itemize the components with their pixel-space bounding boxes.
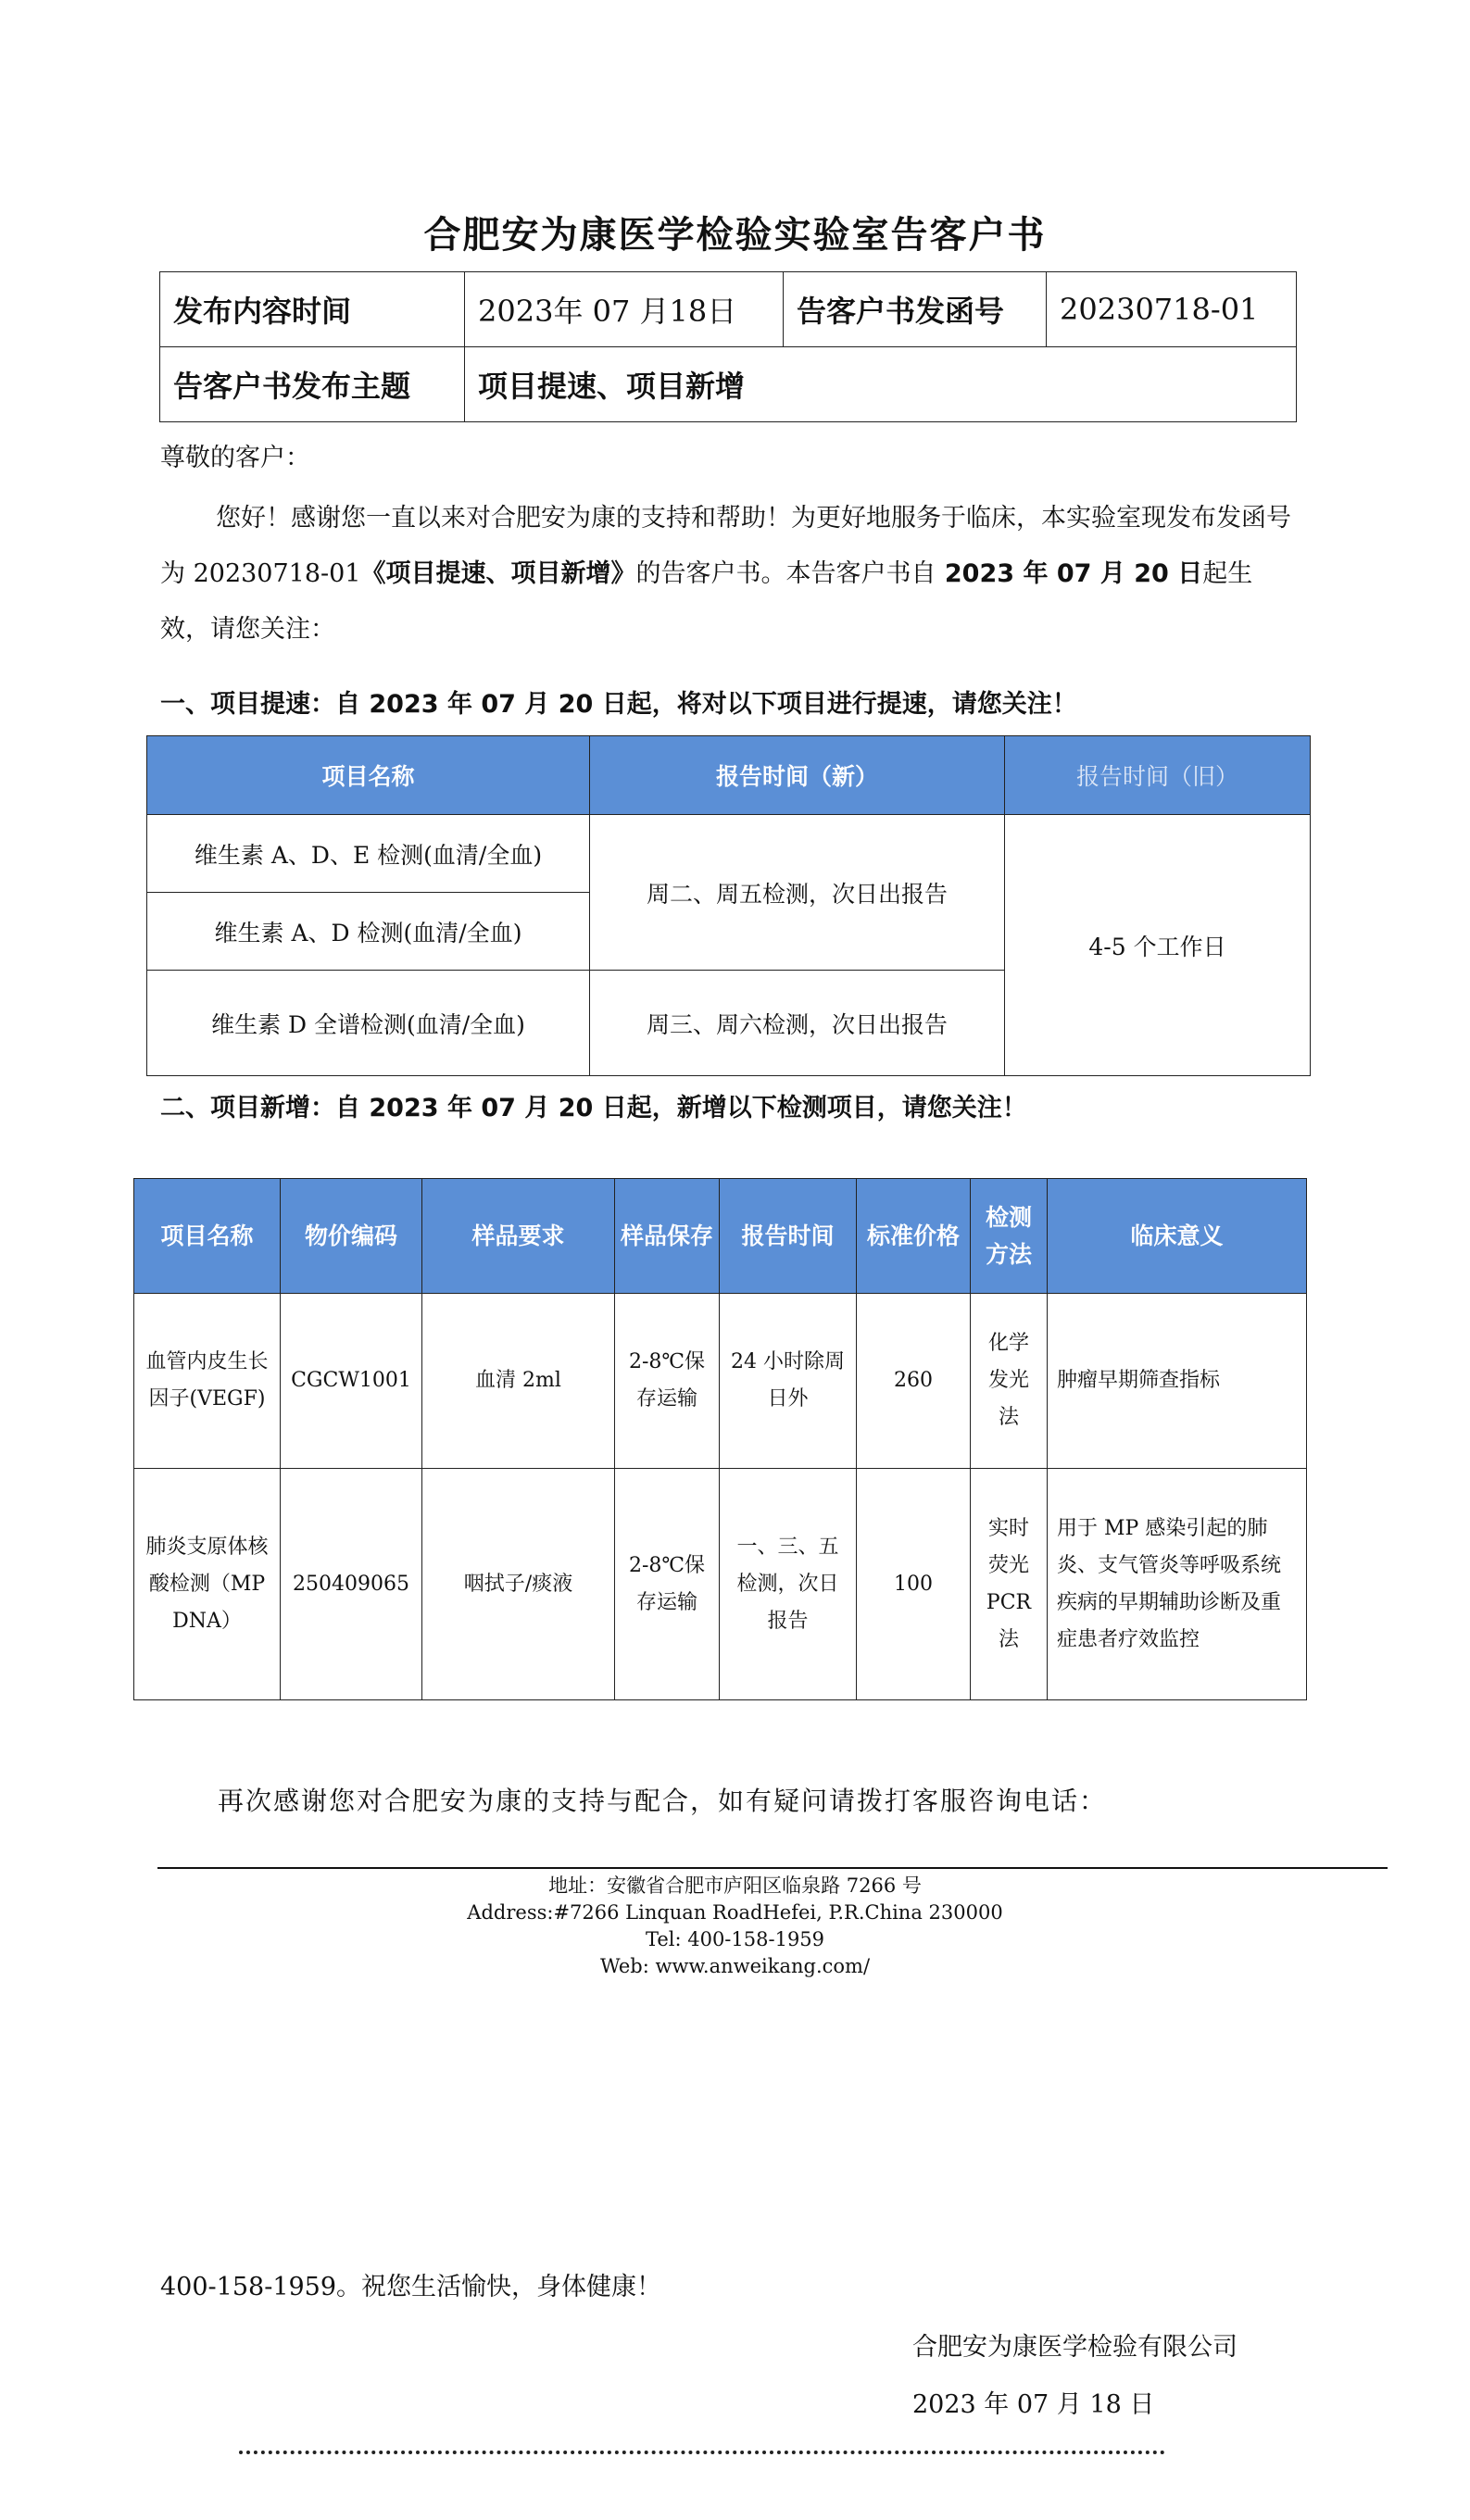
sample-requirement: 咽拭子/痰液 [422,1469,615,1700]
intro-part3: 起生效，请您关注： [160,559,1253,644]
footer-address-en: Address:#7266 Linquan RoadHefei, P.R.China 230000 [467,1901,1003,1924]
test-method: 实时荧光PCR 法 [971,1469,1048,1700]
footer-divider [157,1867,1388,1869]
letter-no-label: 告客户书发函号 [784,272,1047,347]
item-name: 维生素 A、D 检测(血清/全血) [147,893,590,971]
header-info-table [159,271,1297,422]
signature-date: 2023 年 07 月 18 日 [912,2390,1155,2419]
col-item-name: 项目名称 [134,1179,281,1294]
clinical-significance: 用于 MP 感染引起的肺炎、支气管炎等呼吸系统疾病的早期辅助诊断及重症患者疗效监控 [1048,1469,1307,1700]
sample-storage: 2-8℃保存运输 [615,1469,720,1700]
col-price-code: 物价编码 [281,1179,422,1294]
price-code: CGCW1001 [281,1294,422,1469]
sample-requirement: 血清 2ml [422,1294,615,1469]
test-method: 化学发光法 [971,1294,1048,1469]
dotted-separator [239,2451,1165,2454]
speedup-table [146,735,1311,1076]
col-price: 标准价格 [857,1179,971,1294]
footer-tel: Tel: 400-158-1959 [645,1928,825,1950]
item-name: 维生素 D 全谱检测(血清/全血) [147,971,590,1076]
col-method: 检测方法 [971,1179,1048,1294]
table-row [134,1294,1307,1469]
item-name: 血管内皮生长因子(VEGF) [134,1294,281,1469]
standard-price: 100 [857,1469,971,1700]
closing-thanks: 再次感谢您对合肥安为康的支持与配合，如有疑问请拨打客服咨询电话： [218,1786,1108,1816]
col-new-time: 报告时间（新） [590,736,1005,815]
document-title: 合肥安为康医学检验实验室告客户书 [423,214,1047,257]
footer-address-cn: 地址：安徽省合肥市庐阳区临泉路 7266 号 [548,1874,922,1897]
intro-date: 2023 年 07 月 20 日 [936,559,1203,588]
new-report-time: 周二、周五检测，次日出报告 [590,815,1005,971]
col-old-time: 报告时间（旧） [1005,736,1311,815]
report-time: 一、三、五检测，次日报告 [720,1469,857,1700]
clinical-significance: 肿瘤早期筛查指标 [1048,1294,1307,1469]
intro-highlight: 《项目提速、项目新增》 [360,559,636,588]
page-footer [0,1873,1470,1980]
price-code: 250409065 [281,1469,422,1700]
company-signature: 合肥安为康医学检验有限公司 [912,2333,1238,2362]
letter-no-value: 20230718-01 [1047,272,1297,347]
item-name: 维生素 A、D、E 检测(血清/全血) [147,815,590,893]
intro-part1: 您好！感谢您一直以来对合肥安为康的支持和帮助！为更好地服务于临床，本实验室现发布发函号为 20230718-01 [160,504,1291,588]
standard-price: 260 [857,1294,971,1469]
table-row [147,815,1311,893]
footer-web: Web: www.anweikang.com/ [599,1955,871,1977]
closing-phone-line: 400-158-1959。祝您生活愉快，身体健康！ [160,2273,662,2301]
col-sample: 样品要求 [422,1179,615,1294]
new-items-table [133,1178,1307,1700]
col-report-time: 报告时间 [720,1179,857,1294]
table-row [134,1469,1307,1700]
intro-part2: 的告客户书。本告客户书自 [635,559,936,588]
new-report-time: 周三、周六检测，次日出报告 [590,971,1005,1076]
subject-value: 项目提速、项目新增 [465,347,1297,422]
col-significance: 临床意义 [1048,1179,1307,1294]
old-report-time: 4-5 个工作日 [1005,815,1311,1076]
col-item-name: 项目名称 [147,736,590,815]
report-time: 24 小时除周日外 [720,1294,857,1469]
intro-paragraph [160,491,1298,658]
section1-heading: 一、项目提速：自 2023 年 07 月 20 日起，将对以下项目进行提速，请您关注！ [160,690,1077,719]
sample-storage: 2-8℃保存运输 [615,1294,720,1469]
date-label: 发布内容时间 [160,272,465,347]
salutation: 尊敬的客户： [160,444,310,472]
subject-label: 告客户书发布主题 [160,347,465,422]
section2-heading: 二、项目新增：自 2023 年 07 月 20 日起，新增以下检测项目，请您关注！ [160,1094,1027,1122]
col-storage: 样品保存 [615,1179,720,1294]
item-name: 肺炎支原体核酸检测（MP DNA） [134,1469,281,1700]
date-value: 2023年 07 月18日 [465,272,784,347]
